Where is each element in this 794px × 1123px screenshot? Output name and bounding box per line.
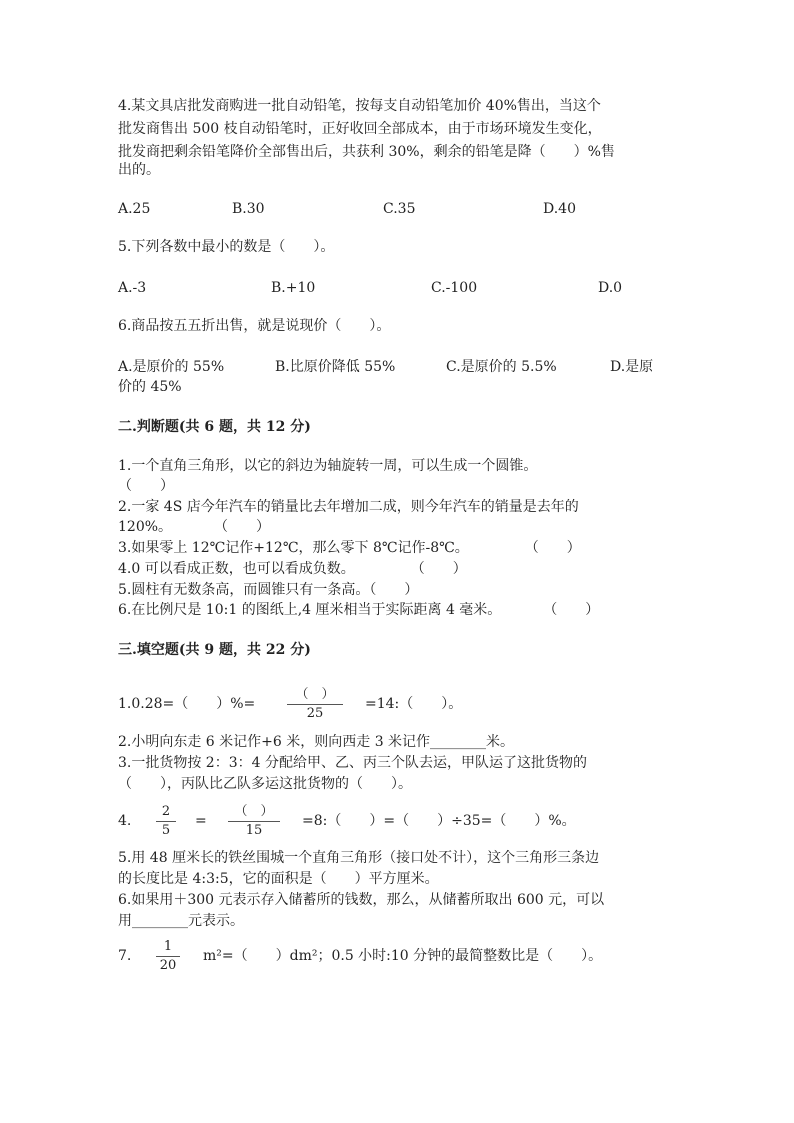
section2-title: 二.判断题(共 6 题，共 12 分) (118, 419, 311, 435)
q4-line-4: 出的。 (118, 162, 160, 178)
fraction-numerator: 1 (163, 939, 173, 954)
q5-option-b: B.+10 (271, 280, 316, 296)
q5-stem: 5.下列各数中最小的数是（ ）。 (118, 239, 335, 255)
q4-option-d: D.40 (543, 201, 576, 217)
fill-q7-rest: m²=（ ）dm²；0.5 小时:10 分钟的最简整数比是（ ）。 (203, 948, 603, 964)
fill-q3-line-1: 3.一批货物按 2：3：4 分配给甲、乙、丙三个队去运，甲队运了这批货物的 (118, 755, 587, 771)
q4-line-3: 批发商把剩余铅笔降价全部售出后，共获利 30%，剩余的铅笔是降（ ）%售 (118, 144, 615, 160)
fraction-denominator: 25 (306, 706, 324, 721)
fraction-bar (228, 821, 280, 822)
section3-title: 三.填空题(共 9 题，共 22 分) (118, 642, 311, 658)
fraction-numerator: （ ） (295, 687, 335, 702)
fill-q4-fraction-2 (228, 804, 280, 839)
fill-q4-equals: = (195, 813, 207, 829)
section2-item-1: 1.一个直角三角形，以它的斜边为轴旋转一周，可以生成一个圆锥。 (118, 458, 538, 474)
q4-option-c: C.35 (383, 201, 416, 217)
fill-q7-fraction (156, 939, 180, 974)
fraction-numerator: 2 (161, 804, 171, 819)
section2-item-1-bracket: （ ） (118, 478, 174, 494)
q4-line-1: 4.某文具店批发商购进一批自动铅笔，按每支自动铅笔加价 40%售出，当这个 (118, 98, 601, 114)
fraction-bar (156, 956, 180, 957)
fill-q7-label: 7. (118, 948, 132, 964)
fill-q4-rest: =8:（ ）=（ ）÷35=（ ）%。 (302, 813, 576, 829)
section2-item-2-cont: 120%。 （ ） (118, 519, 271, 535)
q6-stem: 6.商品按五五折出售，就是说现价（ ）。 (118, 318, 391, 334)
fill-q1-part-b: =14:（ ）。 (365, 696, 463, 712)
q5-option-c: C.-100 (431, 280, 478, 296)
fraction-bar (287, 704, 343, 705)
section2-item-4: 4.0 可以看成正数，也可以看成负数。 （ ） (118, 561, 467, 577)
q6-option-b: B.比原价降低 55% (275, 359, 396, 375)
fill-q2: 2.小明向东走 6 米记作+6 米，则向西走 3 米记作________米。 (118, 734, 515, 750)
q6-option-d: D.是原 (610, 359, 654, 375)
q4-option-a: A.25 (118, 201, 151, 217)
fraction-numerator: （ ） (234, 804, 274, 819)
fill-q1-part-a: 1.0.28=（ ）%= (118, 696, 256, 712)
q6-option-d-continued: 价的 45% (118, 379, 182, 395)
fill-q5-line-1: 5.用 48 厘米长的铁丝围城一个直角三角形（接口处不计），这个三角形三条边 (118, 850, 600, 866)
section2-item-3: 3.如果零上 12℃记作+12℃，那么零下 8℃记作-8℃。 （ ） (118, 540, 581, 556)
q5-option-a: A.-3 (118, 280, 147, 296)
fill-q5-line-2: 的长度比是 4:3:5，它的面积是（ ）平方厘米。 (118, 871, 439, 887)
q4-option-b: B.30 (232, 201, 265, 217)
fill-q6-line-2: 用________元表示。 (118, 913, 244, 929)
fill-q6-line-1: 6.如果用＋300 元表示存入储蓄所的钱数，那么，从储蓄所取出 600 元，可以 (118, 892, 605, 908)
fill-q4-label: 4. (118, 813, 132, 829)
section2-item-5: 5.圆柱有无数条高，而圆锥只有一条高。（ ） (118, 582, 419, 598)
fraction-denominator: 5 (161, 823, 171, 838)
q6-option-c: C.是原价的 5.5% (446, 359, 557, 375)
section2-item-6: 6.在比例尺是 10:1 的图纸上,4 厘米相当于实际距离 4 毫米。 （ ） (118, 602, 600, 618)
q4-line-2: 批发商售出 500 枝自动铅笔时，正好收回全部成本，由于市场环境发生变化， (118, 121, 602, 137)
fill-q1-fraction (287, 687, 343, 722)
q5-option-d: D.0 (598, 280, 623, 296)
section2-item-2: 2.一家 4S 店今年汽车的销量比去年增加二成，则今年汽车的销量是去年的 (118, 499, 579, 515)
fraction-denominator: 20 (159, 958, 177, 973)
q6-option-a: A.是原价的 55% (118, 359, 225, 375)
fraction-denominator: 15 (245, 823, 263, 838)
fill-q4-fraction-1 (156, 804, 176, 839)
fill-q3-line-2: （ ），丙队比乙队多运这批货物的（ ）。 (118, 776, 412, 792)
fraction-bar (156, 821, 176, 822)
